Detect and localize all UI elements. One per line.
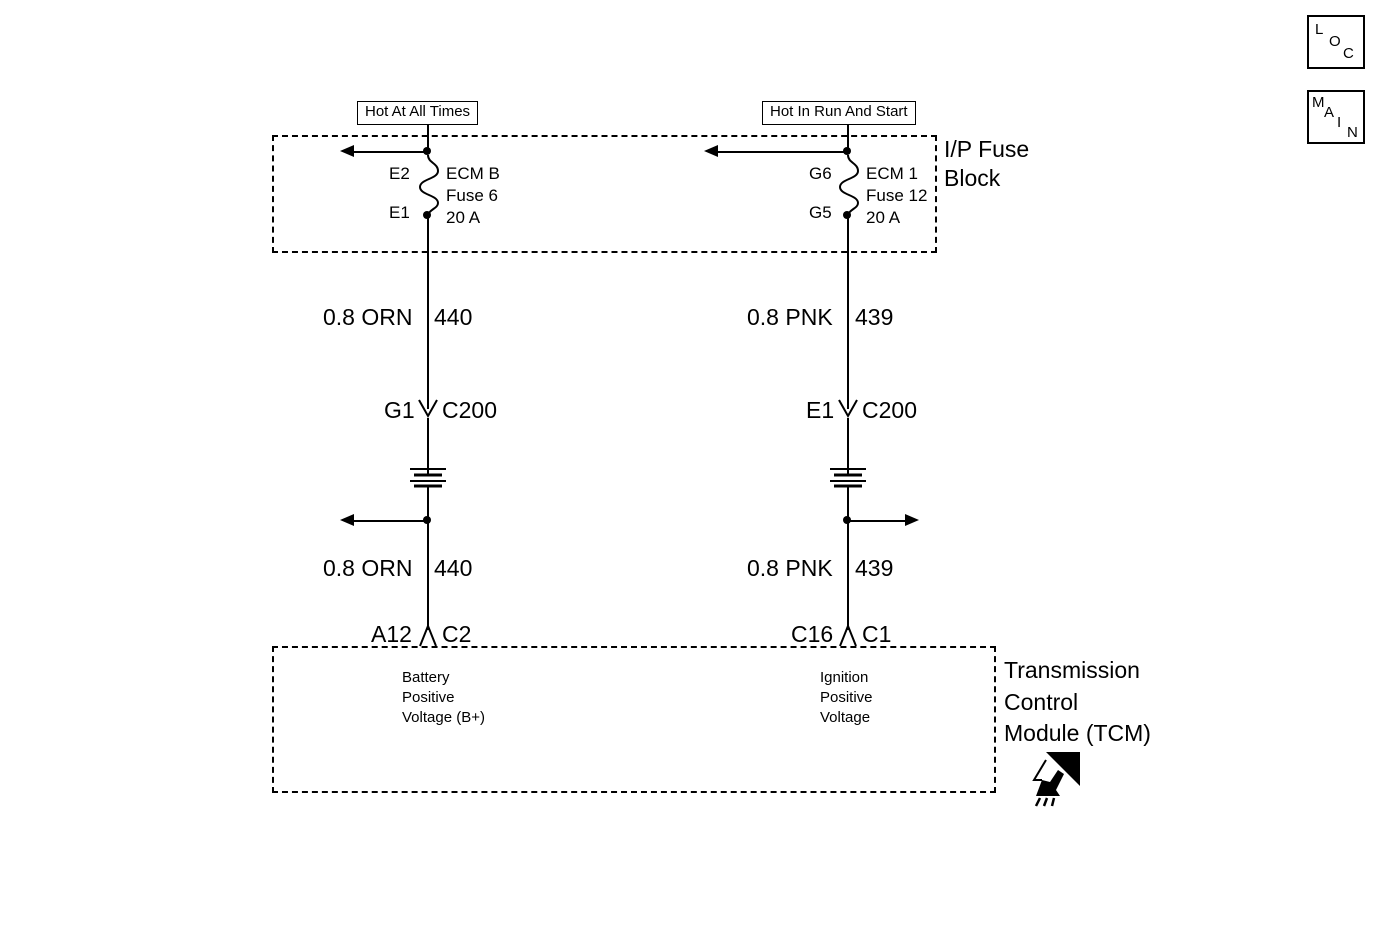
right-wire-lower-label: 0.8 PNK xyxy=(747,555,833,581)
right-function-line2: Positive xyxy=(820,689,873,706)
tcm-title-line1: Transmission xyxy=(1004,657,1140,683)
left-wire-upper-number: 440 xyxy=(434,304,473,330)
main-key-char-3: N xyxy=(1347,124,1358,141)
right-bus-arrow-icon xyxy=(704,143,722,161)
right-wire-upper-label: 0.8 PNK xyxy=(747,304,833,330)
right-connector-pin: E1 xyxy=(806,397,835,423)
tcm-boundary xyxy=(272,646,996,793)
left-connector-name: C200 xyxy=(442,397,497,423)
left-bus-junction-dot xyxy=(423,147,431,155)
right-splice-arrow-icon xyxy=(905,512,923,530)
right-fuse-pin-bottom: G5 xyxy=(809,203,832,222)
right-wire-lower-number: 439 xyxy=(855,555,894,581)
left-fuse-pin-top: E2 xyxy=(389,164,410,183)
loc-key-char-1: O xyxy=(1329,33,1341,50)
left-module-pin: A12 xyxy=(371,621,412,647)
loc-key-char-0: L xyxy=(1315,21,1324,38)
loc-key-box[interactable] xyxy=(1307,15,1365,69)
left-fuse-number: Fuse 6 xyxy=(446,186,498,205)
left-connector-pin: G1 xyxy=(384,397,415,423)
right-connector-name: C200 xyxy=(862,397,917,423)
right-bus-junction-dot xyxy=(843,147,851,155)
main-key-char-2: I xyxy=(1337,114,1342,131)
right-connector-symbol xyxy=(834,398,862,420)
source-label-hot-at-all-times: Hot At All Times xyxy=(357,101,478,125)
main-key-box[interactable] xyxy=(1307,90,1365,144)
right-function-line1: Ignition xyxy=(820,669,869,686)
main-key-char-1: A xyxy=(1324,104,1335,121)
right-fuse-number: Fuse 12 xyxy=(866,186,928,205)
right-wire-upper-number: 439 xyxy=(855,304,894,330)
main-key-char-0: M xyxy=(1312,94,1325,111)
right-wire-to-splice xyxy=(847,486,849,520)
left-wire-lower-number: 440 xyxy=(434,555,473,581)
left-function-line3: Voltage (B+) xyxy=(402,709,485,726)
right-wire-upper xyxy=(847,217,849,409)
tcm-title-line2: Control xyxy=(1004,689,1079,715)
right-wire-lower xyxy=(847,520,849,630)
electrostatic-discharge-icon xyxy=(1016,750,1082,806)
left-function-line2: Positive xyxy=(402,689,455,706)
left-splice-arrow-icon xyxy=(340,512,358,530)
left-connector-symbol xyxy=(414,398,442,420)
right-fuse-rating: 20 A xyxy=(866,208,901,227)
left-bus-arrow-icon xyxy=(340,143,358,161)
right-bus-line xyxy=(713,151,849,153)
right-fuse-name: ECM 1 xyxy=(866,164,918,183)
right-function-line3: Voltage xyxy=(820,709,871,726)
fuse-block-title-line1: I/P Fuse xyxy=(944,136,1030,162)
loc-key-char-2: C xyxy=(1343,45,1354,62)
left-fuse-name: ECM B xyxy=(446,164,500,183)
left-fuse-rating: 20 A xyxy=(446,208,481,227)
left-module-terminal-symbol xyxy=(416,622,440,648)
left-bus-line xyxy=(349,151,429,153)
left-wire-upper xyxy=(427,217,429,409)
left-splice-branch-line xyxy=(349,520,429,522)
right-splice-branch-line xyxy=(847,520,909,522)
tcm-title-line3: Module (TCM) xyxy=(1004,720,1151,746)
left-wire-lower xyxy=(427,520,429,630)
source-label-hot-in-run-and-start: Hot In Run And Start xyxy=(762,101,916,125)
right-fuse-pin-top: G6 xyxy=(809,164,832,183)
right-module-pin: C16 xyxy=(791,621,834,647)
left-function-line1: Battery xyxy=(402,669,450,686)
left-fuse-symbol xyxy=(419,155,439,217)
left-wire-lower-label: 0.8 ORN xyxy=(323,555,413,581)
left-fuse-pin-bottom: E1 xyxy=(389,203,410,222)
right-module-connector: C1 xyxy=(862,621,892,647)
fuse-block-title-line2: Block xyxy=(944,165,1001,191)
left-wire-to-splice xyxy=(427,486,429,520)
left-wire-upper-label: 0.8 ORN xyxy=(323,304,413,330)
right-module-terminal-symbol xyxy=(836,622,860,648)
right-fuse-symbol xyxy=(839,155,859,217)
left-module-connector: C2 xyxy=(442,621,472,647)
